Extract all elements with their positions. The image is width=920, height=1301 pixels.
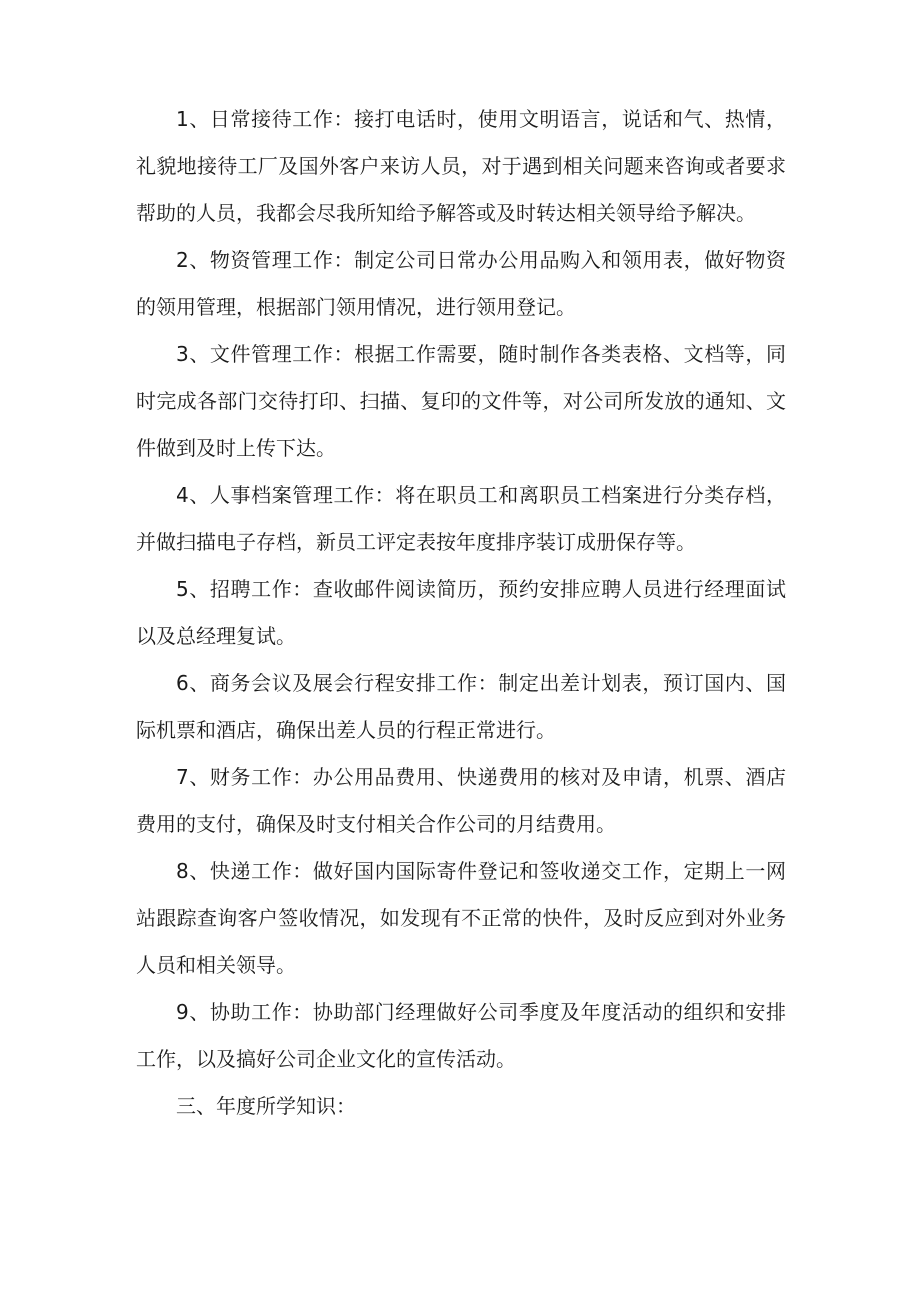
paragraph-finance-work: 7、财务工作：办公用品费用、快递费用的核对及申请，机票、酒店费用的支付，确保及时支付相关合作公司的月结费用。 bbox=[136, 765, 786, 836]
paragraph-materials-management: 2、物资管理工作：制定公司日常办公用品购入和领用表，做好物资的领用管理，根据部门领用情况，进行领用登记。 bbox=[136, 248, 786, 319]
paragraph-personnel-archives: 4、人事档案管理工作：将在职员工和离职员工档案进行分类存档，并做扫描电子存档，新员工评定表按年度排序装订成册保存等。 bbox=[136, 483, 786, 554]
paragraph-courier-work: 8、快递工作：做好国内国际寄件登记和签收递交工作，定期上一网站跟踪查询客户签收情况，如发现有不正常的快件，及时反应到对外业务人员和相关领导。 bbox=[136, 859, 786, 977]
paragraph-business-travel: 6、商务会议及展会行程安排工作：制定出差计划表，预订国内、国际机票和酒店，确保出差人员的行程正常进行。 bbox=[136, 671, 786, 742]
section-heading-annual-knowledge: 三、年度所学知识： bbox=[176, 1094, 356, 1118]
paragraph-recruitment: 5、招聘工作：查收邮件阅读简历，预约安排应聘人员进行经理面试以及总经理复试。 bbox=[136, 577, 786, 648]
paragraph-assistance-work: 9、协助工作：协助部门经理做好公司季度及年度活动的组织和安排工作，以及搞好公司企业文化的宣传活动。 bbox=[136, 1000, 786, 1071]
paragraph-document-management: 3、文件管理工作：根据工作需要，随时制作各类表格、文档等，同时完成各部门交待打印、扫描、复印的文件等，对公司所发放的通知、文件做到及时上传下达。 bbox=[136, 342, 786, 460]
document-body bbox=[136, 96, 786, 1130]
paragraph-reception-work: 1、日常接待工作：接打电话时，使用文明语言，说话和气、热情，礼貌地接待工厂及国外客户来访人员，对于遇到相关问题来咨询或者要求帮助的人员，我都会尽我所知给予解答或及时转达相关领导给予解决。 bbox=[136, 107, 786, 225]
